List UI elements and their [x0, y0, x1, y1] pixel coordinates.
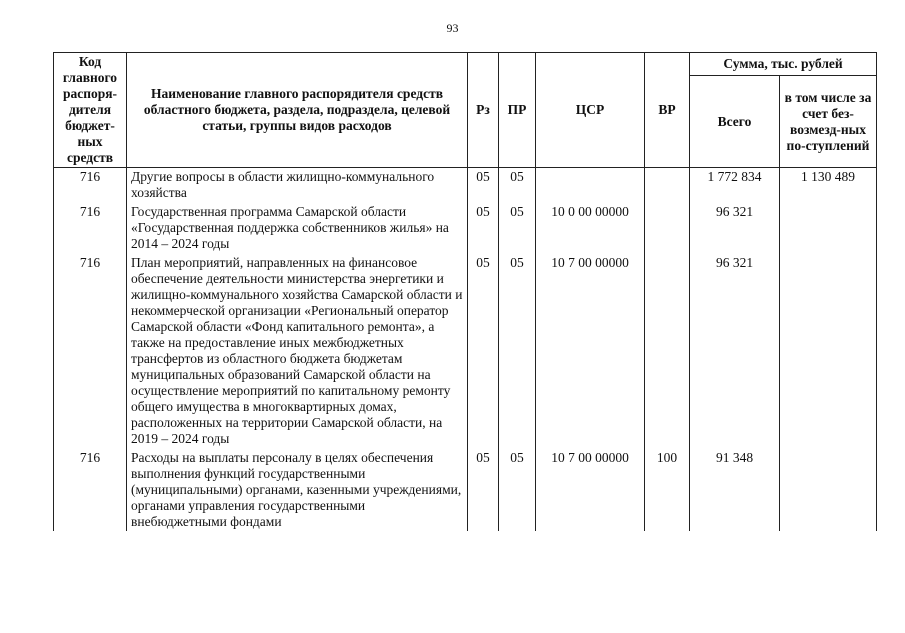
cell-pr: 05 — [499, 202, 536, 253]
cell-code: 716 — [54, 202, 127, 253]
cell-vr — [645, 202, 690, 253]
cell-vr: 100 — [645, 448, 690, 531]
cell-name: Расходы на выплаты персоналу в целях обеспечения выполнения функций государственными (муниципальными) органами, казенными учреждениями, органами управления государственными внебюджетными фондами — [127, 448, 468, 531]
cell-csr: 10 0 00 00000 — [536, 202, 645, 253]
table-row — [54, 202, 877, 253]
cell-rz: 05 — [468, 253, 499, 448]
cell-pr: 05 — [499, 168, 536, 203]
cell-name: План мероприятий, направленных на финансовое обеспечение деятельности министерства энергетики и жилищно-коммунального хозяйства Самарской области и некоммерческой организации «Региональный оператор Самарской области «Фонд капитального ремонта», а также на предоставление иных межбюджетных трансфертов из областного бюджета бюджетам муниципальных образований Самарской области на осуществление мероприятий по капитальному ремонту общего имущества в многоквартирных домах, расположенных на территории Самарской области, на 2019 – 2024 годы — [127, 253, 468, 448]
cell-code: 716 — [54, 448, 127, 531]
cell-csr — [536, 168, 645, 203]
cell-csr: 10 7 00 00000 — [536, 448, 645, 531]
header-vr: ВР — [645, 53, 690, 168]
budget-table — [53, 52, 877, 531]
table-header — [54, 53, 877, 168]
cell-total: 91 348 — [690, 448, 780, 531]
cell-csr: 10 7 00 00000 — [536, 253, 645, 448]
table-row — [54, 448, 877, 531]
cell-rz: 05 — [468, 168, 499, 203]
cell-total: 1 772 834 — [690, 168, 780, 203]
cell-rz: 05 — [468, 448, 499, 531]
header-pr: ПР — [499, 53, 536, 168]
cell-free — [780, 448, 877, 531]
header-free: в том числе за счет без-возмезд-ных по-ступлений — [780, 76, 877, 168]
cell-total: 96 321 — [690, 202, 780, 253]
cell-free: 1 130 489 — [780, 168, 877, 203]
header-sum-group: Сумма, тыс. рублей — [690, 53, 877, 76]
header-name: Наименование главного распорядителя средств областного бюджета, раздела, подраздела, целевой статьи, группы видов расходов — [127, 53, 468, 168]
cell-pr: 05 — [499, 448, 536, 531]
table-row — [54, 168, 877, 203]
header-csr: ЦСР — [536, 53, 645, 168]
cell-vr — [645, 168, 690, 203]
cell-vr — [645, 253, 690, 448]
cell-rz: 05 — [468, 202, 499, 253]
cell-free — [780, 202, 877, 253]
cell-free — [780, 253, 877, 448]
cell-pr: 05 — [499, 253, 536, 448]
cell-code: 716 — [54, 168, 127, 203]
cell-name: Другие вопросы в области жилищно-коммунального хозяйства — [127, 168, 468, 203]
page-number: 93 — [446, 21, 459, 35]
header-total: Всего — [690, 76, 780, 168]
table-row — [54, 253, 877, 448]
cell-name: Государственная программа Самарской области «Государственная поддержка собственников жилья» на 2014 – 2024 годы — [127, 202, 468, 253]
header-rz: Рз — [468, 53, 499, 168]
cell-total: 96 321 — [690, 253, 780, 448]
header-code: Код главного распоря-дителя бюджет-ных средств — [54, 53, 127, 168]
cell-code: 716 — [54, 253, 127, 448]
